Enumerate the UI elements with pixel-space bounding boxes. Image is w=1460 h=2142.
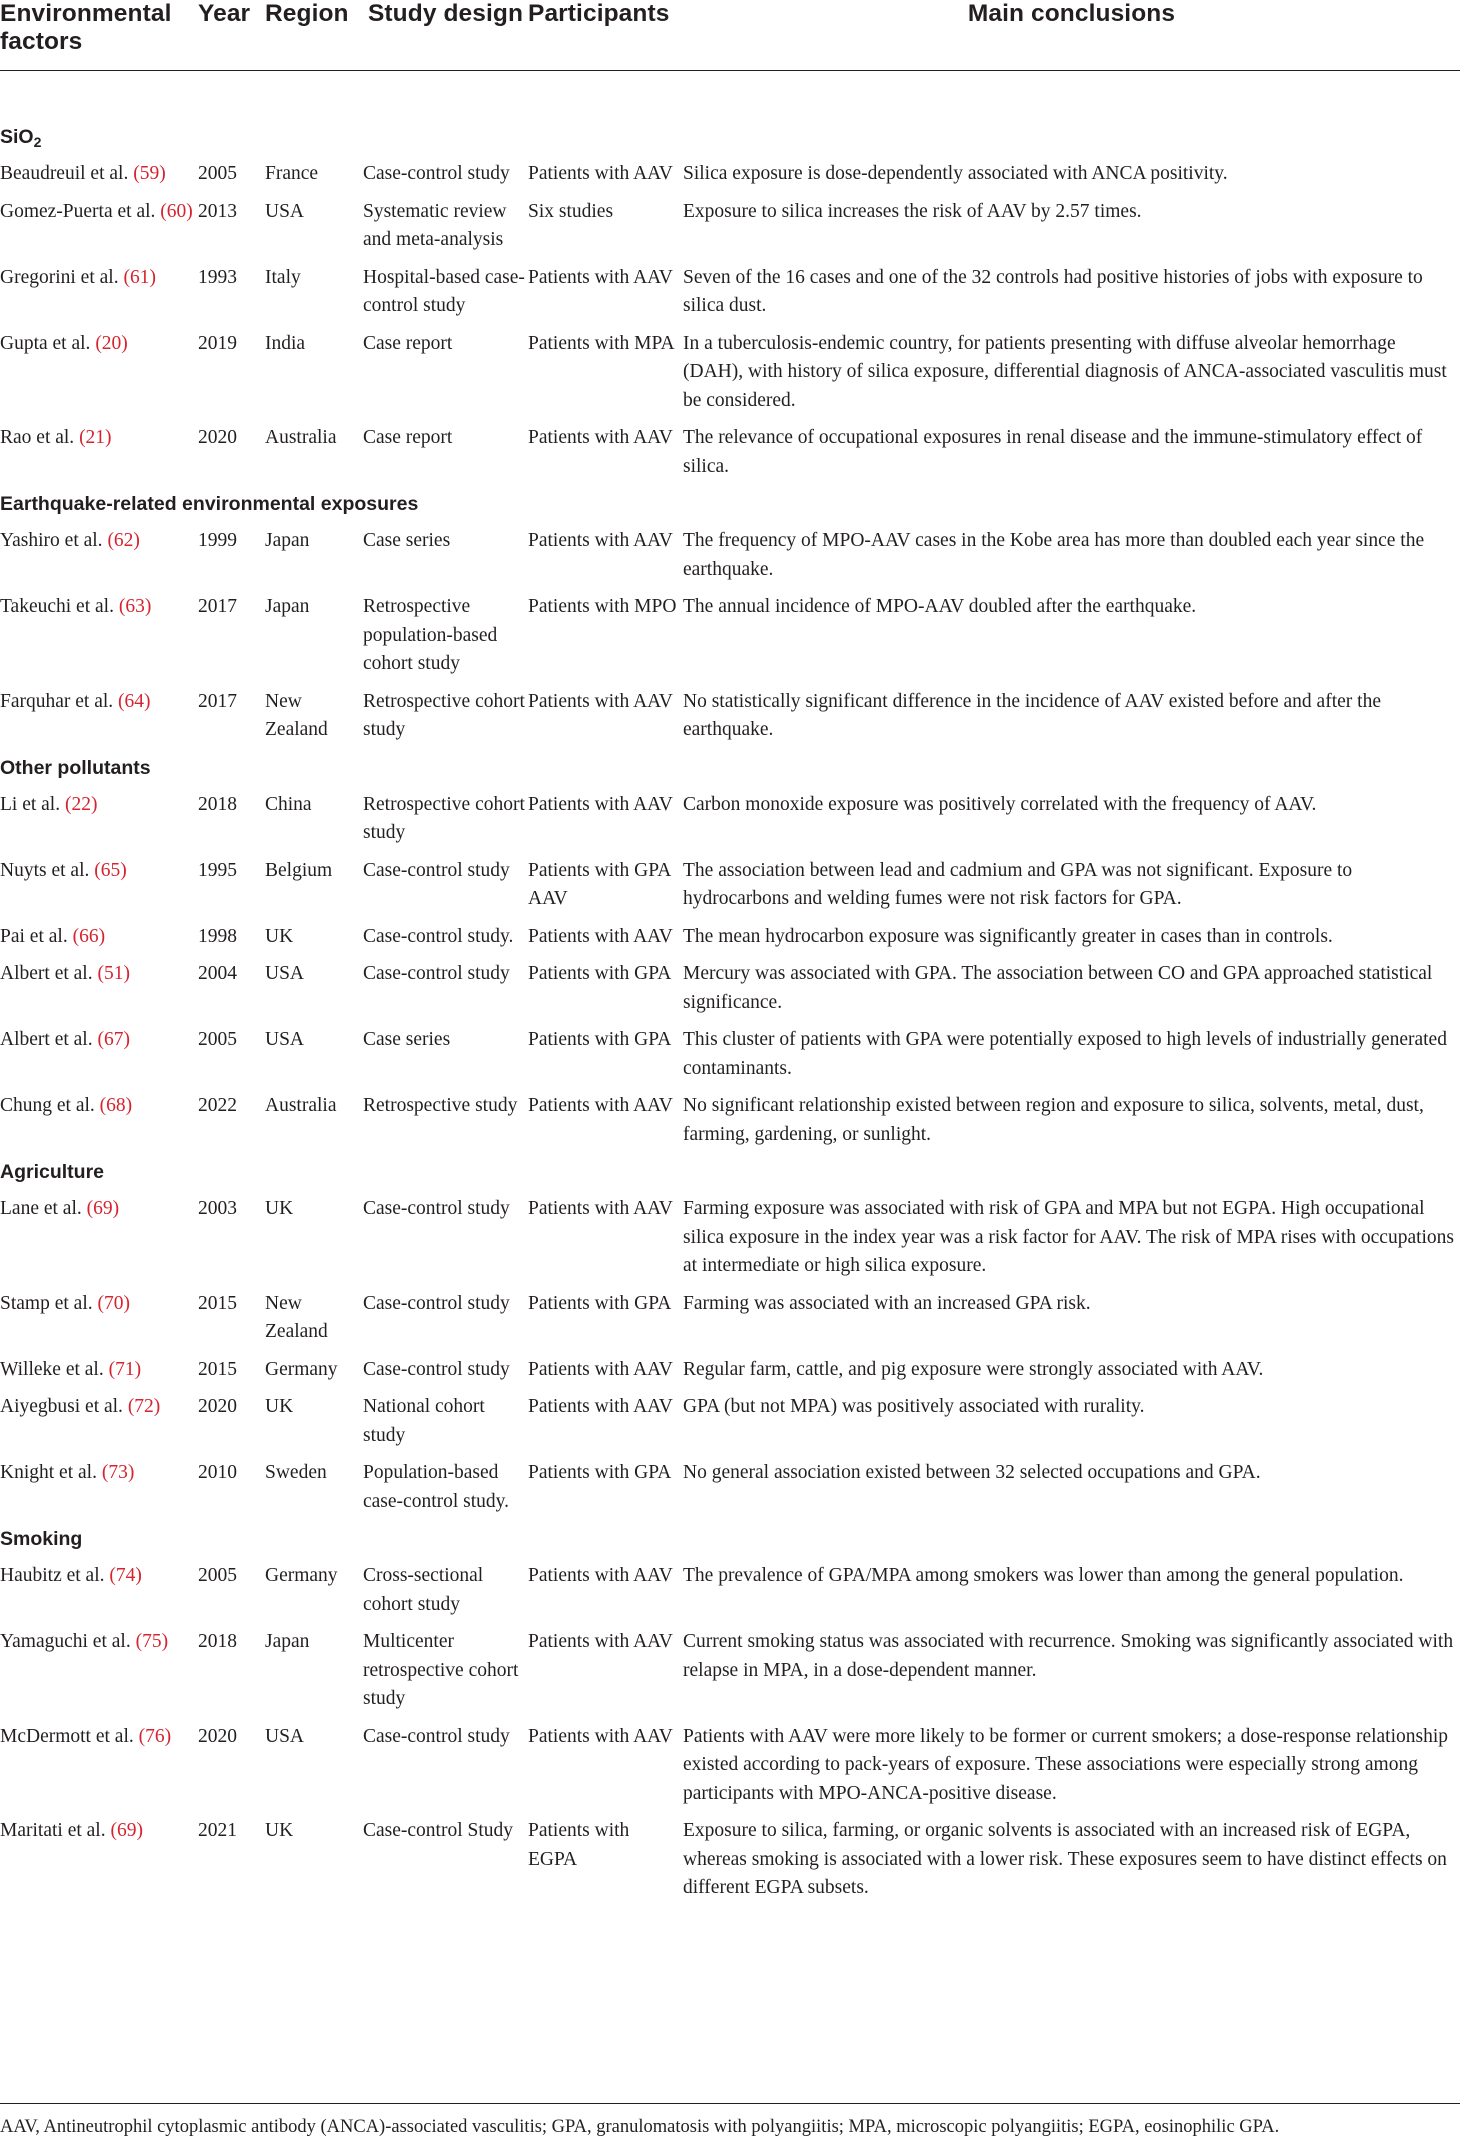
study-reference: (69) (110, 1820, 143, 1841)
cell-study-design: Cross-sectional cohort study (363, 1565, 484, 1615)
cell-region: Japan (265, 1631, 310, 1652)
cell-year: 1999 (198, 530, 237, 551)
cell-region: France (265, 163, 319, 184)
cell-year: 2015 (198, 1292, 237, 1314)
group-title-text: Other pollutants (0, 756, 151, 779)
cell-conclusion: The frequency of MPO-AAV cases in the Kobe area has more than doubled each year since the earthquake. (683, 530, 1425, 580)
table-row (0, 330, 1460, 425)
group-title-text: SiO (0, 126, 34, 148)
cell-region: New Zealand (265, 690, 328, 740)
study-author: Yamaguchi et al. (0, 1631, 136, 1652)
study-reference: (51) (97, 963, 130, 984)
cell-participants: Patients with AAV (528, 163, 673, 184)
study-author: Nuyts et al. (0, 859, 95, 881)
cell-participants: Patients with GPA (528, 1029, 672, 1050)
cell-study-design: Case-control study (363, 963, 510, 984)
table-row (0, 960, 1460, 1026)
study-author: Maritati et al. (0, 1820, 111, 1841)
group-row (0, 71, 1460, 161)
cell-study (0, 857, 198, 923)
table-row (0, 198, 1460, 264)
cell-study (0, 160, 198, 198)
study-reference: (65) (94, 859, 127, 881)
cell-study-design: Case-control study (363, 1292, 510, 1314)
study-reference: (21) (79, 427, 112, 448)
cell-region: USA (265, 1725, 305, 1747)
cell-year: 2020 (198, 1725, 237, 1747)
cell-study-design: Case-control study (363, 163, 510, 184)
cell-conclusion: Patients with AAV were more likely to be former or current smokers; a dose-response relationship existed according to pack-years of exposure. These associations were especially strong among participants with MPO-ANCA-positive disease. (683, 1725, 1449, 1804)
table-row (0, 527, 1460, 593)
cell-region: Germany (265, 1565, 338, 1586)
group-title (0, 754, 1460, 791)
cell-conclusion: The annual incidence of MPO-AAV doubled after the earthquake. (683, 596, 1197, 617)
cell-year: 2018 (198, 793, 237, 815)
study-author: Yashiro et al. (0, 530, 108, 551)
cell-region: UK (265, 1396, 294, 1417)
cell-region: Sweden (265, 1462, 327, 1483)
cell-region: Belgium (265, 859, 333, 881)
cell-year: 2010 (198, 1462, 237, 1483)
cell-year: 1993 (198, 266, 237, 288)
cell-region: Italy (265, 266, 301, 288)
study-reference: (64) (118, 690, 151, 712)
header-row (0, 0, 1460, 71)
cell-region: Japan (265, 596, 310, 617)
header-participants: Participants (528, 0, 670, 27)
cell-conclusion: The mean hydrocarbon exposure was significantly greater in cases than in controls. (683, 925, 1333, 947)
study-reference: (75) (135, 1631, 169, 1652)
cell-year: 2018 (198, 1631, 237, 1652)
study-author: Knight et al. (0, 1462, 102, 1483)
study-reference: (74) (109, 1565, 142, 1586)
study-reference: (22) (64, 793, 98, 815)
cell-participants: Patients with AAV (528, 793, 673, 815)
group-row (0, 490, 1460, 527)
study-reference: (62) (107, 530, 140, 551)
study-reference: (67) (97, 1029, 130, 1050)
cell-conclusion: Carbon monoxide exposure was positively correlated with the frequency of AAV. (683, 793, 1317, 815)
cell-study (0, 1290, 198, 1356)
study-author: Beaudreuil et al. (0, 163, 134, 184)
cell-conclusion: This cluster of patients with GPA were potentially exposed to high levels of industrially generated contaminants. (683, 1029, 1447, 1079)
cell-region: USA (265, 963, 305, 984)
table-row (0, 1092, 1460, 1158)
cell-region: Germany (265, 1358, 338, 1380)
cell-study-design: Retrospective population-based cohort study (363, 596, 498, 674)
cell-participants: Patients with AAV (528, 1095, 673, 1116)
cell-participants: Patients with AAV (528, 690, 673, 712)
cell-participants: Patients with AAV (528, 1396, 673, 1417)
cell-study (0, 1393, 198, 1459)
cell-study (0, 1817, 198, 1912)
cell-study (0, 330, 198, 425)
cell-participants: Patients with AAV (528, 1725, 673, 1747)
cell-conclusion: GPA (but not MPA) was positively associated with rurality. (683, 1396, 1145, 1417)
study-author: Albert et al. (0, 1029, 98, 1050)
table-row (0, 1628, 1460, 1723)
cell-region: Australia (265, 427, 337, 448)
cell-study-design: Case series (363, 530, 451, 551)
cell-year: 2004 (198, 963, 237, 984)
cell-study (0, 1026, 198, 1092)
cell-participants: Patients with AAV (528, 266, 673, 288)
cell-year: 2015 (198, 1358, 237, 1380)
cell-study (0, 1628, 198, 1723)
study-reference: (69) (86, 1198, 120, 1219)
cell-participants: Patients with AAV (528, 530, 673, 551)
table-row (0, 160, 1460, 198)
cell-participants: Six studies (528, 200, 614, 222)
group-title-text: Smoking (0, 1528, 83, 1550)
cell-study (0, 923, 198, 961)
group-row (0, 754, 1460, 791)
table-row (0, 1290, 1460, 1356)
cell-study-design: Systematic review and meta-analysis (363, 200, 507, 250)
group-title (0, 1525, 1460, 1562)
cell-study-design: National cohort study (363, 1396, 485, 1446)
study-author: Gregorini et al. (0, 266, 124, 288)
header-factors: Environmental factors (0, 0, 172, 55)
cell-study-design: Case-control study (363, 1198, 510, 1219)
cell-study-design: Case report (363, 427, 453, 448)
cell-participants: Patients with AAV (528, 1198, 673, 1219)
group-row (0, 1158, 1460, 1195)
study-reference: (76) (138, 1725, 172, 1747)
cell-study (0, 1459, 198, 1525)
cell-region: China (265, 793, 312, 815)
group-title (0, 490, 1460, 527)
cell-conclusion: Farming exposure was associated with risk of GPA and MPA but not EGPA. High occupational silica exposure in the index year was a risk factor for AAV. The risk of MPA rises with occupations at intermediate or high silica exposure. (683, 1198, 1455, 1276)
cell-region: USA (265, 200, 305, 222)
cell-participants: Patients with AAV (528, 1631, 673, 1652)
header-region: Region (265, 0, 349, 27)
cell-study (0, 1195, 198, 1290)
cell-participants: Patients with AAV (528, 925, 673, 947)
table-footnote: AAV, Antineutrophil cytoplasmic antibody (ANCA)-associated vasculitis; GPA, granulomatosis with polyangiitis; MPA, microscopic polyangiitis; EGPA, eosinophilic GPA. (0, 2117, 1280, 2137)
study-author: Farquhar et al. (0, 690, 119, 712)
study-reference: (61) (123, 266, 156, 288)
cell-conclusion: No significant relationship existed between region and exposure to silica, solvents, metal, dust, farming, gardening, or sunlight. (683, 1095, 1424, 1145)
study-author: Li et al. (0, 793, 65, 815)
cell-conclusion: Seven of the 16 cases and one of the 32 controls had positive histories of jobs with exposure to silica dust. (683, 266, 1423, 316)
cell-study (0, 688, 198, 754)
cell-study (0, 1723, 198, 1818)
cell-participants: Patients with AAV (528, 1565, 673, 1586)
table-row (0, 264, 1460, 330)
cell-participants: Patients with MPO (528, 596, 677, 617)
cell-study-design: Case-control Study (363, 1820, 514, 1841)
table-row (0, 1459, 1460, 1525)
cell-participants: Patients with AAV (528, 427, 673, 448)
study-author: Rao et al. (0, 427, 80, 448)
cell-participants: Patients with GPA AAV (528, 859, 671, 909)
study-author: Albert et al. (0, 963, 98, 984)
study-reference: (73) (101, 1462, 135, 1483)
cell-region: UK (265, 1198, 294, 1219)
cell-study-design: Case-control study. (363, 925, 514, 947)
cell-year: 2020 (198, 1396, 237, 1417)
study-reference: (72) (127, 1396, 161, 1417)
cell-conclusion: No general association existed between 32 selected occupations and GPA. (683, 1462, 1261, 1483)
table-row (0, 791, 1460, 857)
study-author: Haubitz et al. (0, 1565, 110, 1586)
cell-study (0, 424, 198, 490)
cell-study-design: Retrospective study (363, 1095, 518, 1116)
cell-participants: Patients with MPA (528, 332, 675, 354)
cell-participants: Patients with GPA (528, 1462, 672, 1483)
cell-conclusion: Silica exposure is dose-dependently associated with ANCA positivity. (683, 163, 1228, 184)
cell-region: Australia (265, 1095, 337, 1116)
cell-conclusion: The prevalence of GPA/MPA among smokers was lower than among the general population. (683, 1565, 1404, 1586)
table-row (0, 1393, 1460, 1459)
cell-year: 2005 (198, 163, 237, 184)
cell-year: 2020 (198, 427, 237, 448)
cell-study-design: Case-control study (363, 1358, 510, 1380)
cell-year: 2017 (198, 690, 237, 712)
cell-study (0, 198, 198, 264)
group-title-subscript: 2 (33, 134, 42, 151)
cell-study (0, 1562, 198, 1628)
study-reference: (20) (95, 332, 128, 354)
cell-study-design: Retrospective cohort study (363, 793, 525, 843)
group-title-text: Agriculture (0, 1161, 105, 1183)
table-row (0, 1817, 1460, 1912)
study-author: Stamp et al. (0, 1292, 98, 1314)
study-author: Aiyegbusi et al. (0, 1396, 128, 1417)
cell-study-design: Retrospective cohort study (363, 690, 525, 740)
cell-conclusion: Current smoking status was associated with recurrence. Smoking was significantly associated with relapse in MPA, in a dose-dependent manner. (683, 1631, 1454, 1681)
cell-year: 2005 (198, 1029, 237, 1050)
cell-participants: Patients with AAV (528, 1358, 673, 1380)
study-reference: (60) (160, 200, 193, 222)
table-row (0, 1562, 1460, 1628)
cell-study-design: Population-based case-control study. (363, 1462, 510, 1512)
cell-conclusion: No statistically significant difference in the incidence of AAV existed before and after the earthquake. (683, 690, 1381, 740)
cell-participants: Patients with GPA (528, 1292, 672, 1314)
study-author: Chung et al. (0, 1095, 100, 1116)
table-row (0, 857, 1460, 923)
study-author: Pai et al. (0, 925, 73, 947)
cell-region: India (265, 332, 306, 354)
cell-participants: Patients with GPA (528, 963, 672, 984)
group-title (0, 71, 1460, 161)
study-reference: (59) (133, 163, 166, 184)
cell-year: 2021 (198, 1820, 237, 1841)
study-reference: (70) (97, 1292, 130, 1314)
cell-year: 2013 (198, 200, 237, 222)
table-row (0, 1195, 1460, 1290)
cell-conclusion: The association between lead and cadmium and GPA was not significant. Exposure to hydrocarbons and welding fumes were not risk factors for GPA. (683, 859, 1353, 909)
table-row (0, 1356, 1460, 1394)
cell-study (0, 264, 198, 330)
table-body (0, 71, 1460, 1912)
cell-region: USA (265, 1029, 305, 1050)
cell-year: 2022 (198, 1095, 237, 1116)
study-author: McDermott et al. (0, 1725, 139, 1747)
cell-region: UK (265, 925, 294, 947)
cell-study-design: Case series (363, 1029, 451, 1050)
footer-rule (0, 2103, 1460, 2104)
table-header (0, 0, 1460, 71)
group-row (0, 1525, 1460, 1562)
group-title (0, 1158, 1460, 1195)
cell-year: 2003 (198, 1198, 237, 1219)
cell-year: 2017 (198, 596, 237, 617)
cell-study-design: Multicenter retrospective cohort study (363, 1631, 519, 1709)
cell-study (0, 791, 198, 857)
cell-region: UK (265, 1820, 294, 1841)
study-reference: (63) (118, 596, 152, 617)
cell-study-design: Hospital-based case-control study (363, 266, 525, 316)
cell-year: 1998 (198, 925, 237, 947)
group-title-text: Earthquake-related environmental exposures (0, 493, 419, 515)
cell-study (0, 1092, 198, 1158)
table-row (0, 593, 1460, 688)
study-reference: (71) (108, 1358, 142, 1380)
table-row (0, 424, 1460, 490)
header-main-conclusions: Main conclusions (967, 0, 1176, 27)
table-row (0, 923, 1460, 961)
study-author: Gupta et al. (0, 332, 96, 354)
study-reference: (68) (99, 1095, 133, 1116)
cell-region: New Zealand (265, 1292, 328, 1342)
table-row (0, 1723, 1460, 1818)
cell-study-design: Case report (363, 332, 453, 354)
cell-conclusion: Exposure to silica, farming, or organic solvents is associated with an increased risk of EGPA, whereas smoking is associated with a lower risk. These exposures seem to have distinct effects on different EGPA subsets. (683, 1820, 1447, 1898)
cell-conclusion: The relevance of occupational exposures in renal disease and the immune-stimulatory effect of silica. (683, 427, 1423, 477)
cell-conclusion: In a tuberculosis-endemic country, for patients presenting with diffuse alveolar hemorrhage (DAH), with history of silica exposure, differential diagnosis of ANCA-associated vasculitis must be considered. (683, 332, 1447, 411)
cell-region: Japan (265, 530, 310, 551)
cell-year: 2005 (198, 1565, 237, 1586)
cell-conclusion: Farming was associated with an increased GPA risk. (683, 1292, 1091, 1314)
cell-participants: Patients with EGPA (528, 1820, 630, 1870)
cell-study (0, 527, 198, 593)
cell-year: 2019 (198, 332, 237, 354)
cell-study (0, 593, 198, 688)
header-study-design: Study design (367, 0, 524, 27)
cell-year: 1995 (198, 859, 237, 881)
cell-conclusion: Regular farm, cattle, and pig exposure were strongly associated with AAV. (683, 1358, 1264, 1380)
cell-study (0, 960, 198, 1026)
table-row (0, 1026, 1460, 1092)
cell-study-design: Case-control study (363, 1725, 510, 1747)
study-author: Takeuchi et al. (0, 596, 119, 617)
study-author: Willeke et al. (0, 1358, 109, 1380)
header-year: Year (198, 0, 251, 27)
study-author: Gomez-Puerta et al. (0, 200, 161, 222)
cell-study (0, 1356, 198, 1394)
cell-conclusion: Exposure to silica increases the risk of AAV by 2.57 times. (683, 200, 1142, 222)
table-row (0, 688, 1460, 754)
study-reference: (66) (72, 925, 106, 947)
cell-conclusion: Mercury was associated with GPA. The association between CO and GPA approached statistical significance. (683, 963, 1433, 1013)
cell-study-design: Case-control study (363, 859, 510, 881)
study-author: Lane et al. (0, 1198, 87, 1219)
